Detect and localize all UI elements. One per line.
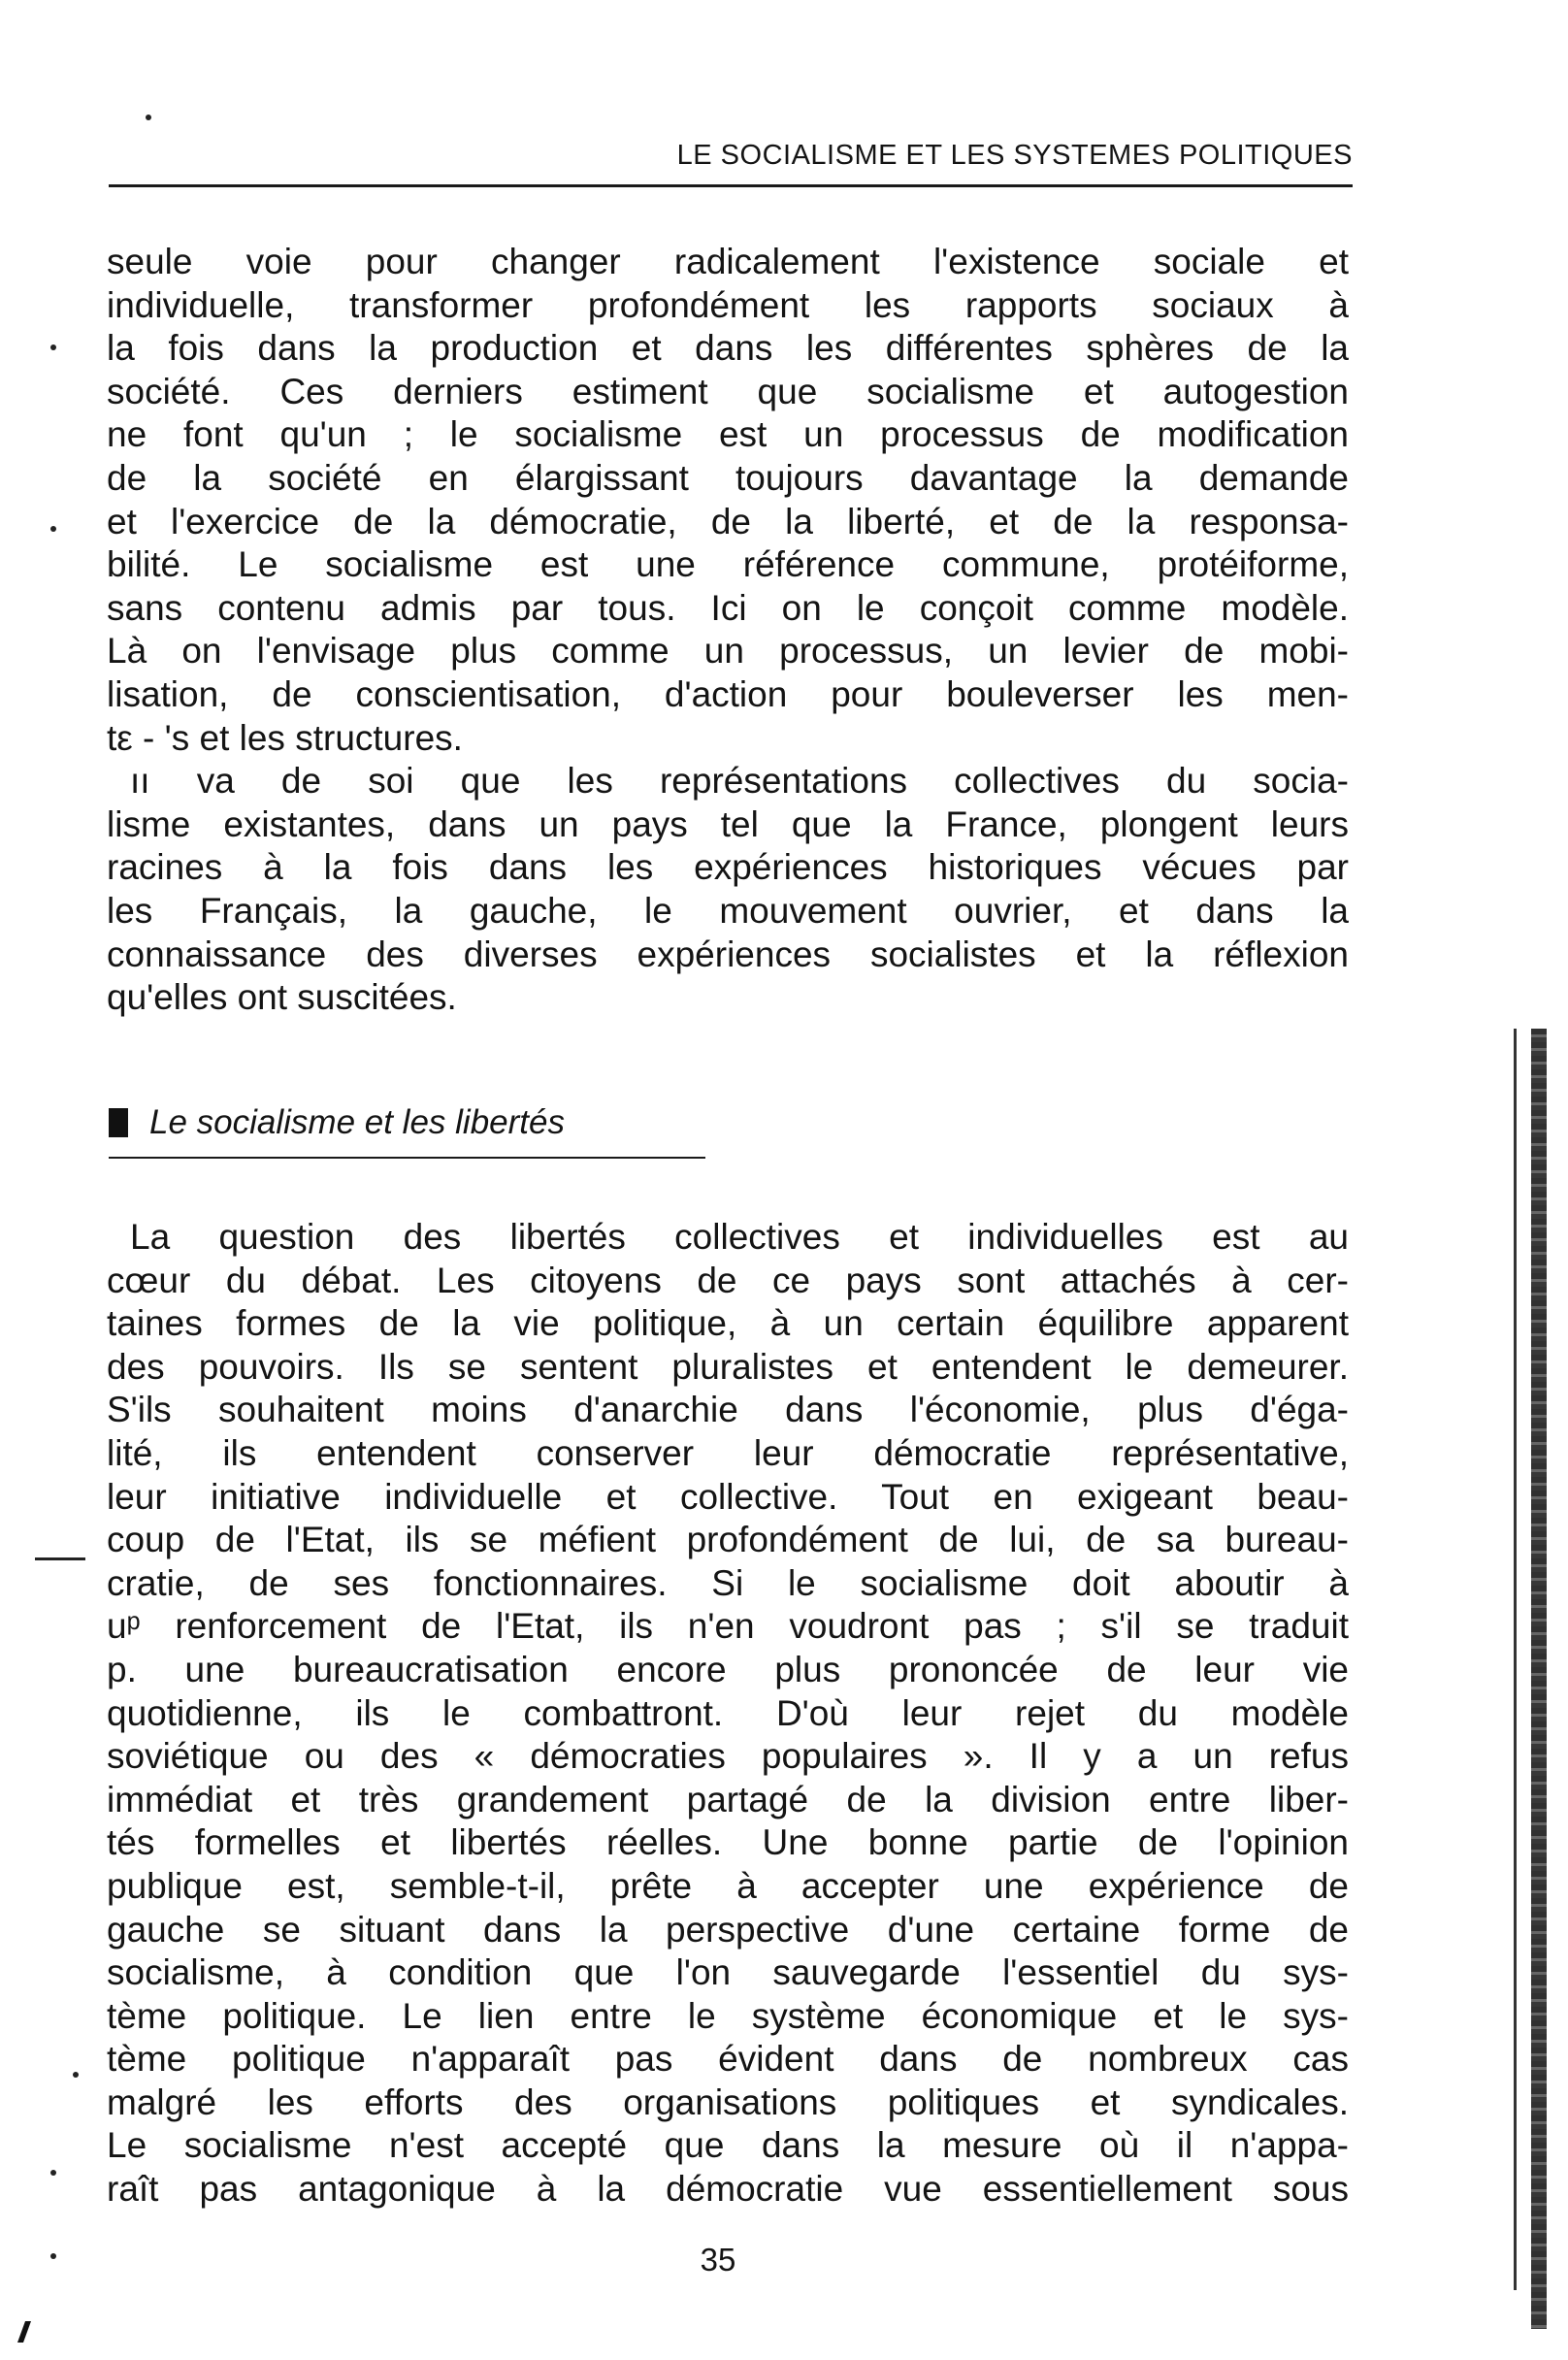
text-line: société. Ces derniers estiment que socialisme et autogestion (107, 371, 1349, 411)
text-line: immédiat et très grandement partagé de la division entre liber- (107, 1779, 1349, 1819)
text-line: raît pas antagonique à la démocratie vue essentiellement sous (107, 2169, 1349, 2210)
text-line: cratie, de ses fonctionnaires. Si le socialisme doit aboutir à (107, 1562, 1349, 1603)
text-line: ne font qu'un ; le socialisme est un processus de modification (107, 414, 1349, 455)
text-line: qu'elles ont suscitées. (107, 977, 457, 1018)
text-line: publique est, semble-t-il, prête à accepter une expérience de (107, 1865, 1349, 1906)
text-line: connaissance des diverses expériences socialistes et la réflexion (107, 934, 1349, 974)
margin-mark (35, 1557, 85, 1560)
text-line: soviétique ou des « démocraties populaires ». Il y a un refus (107, 1736, 1349, 1777)
text-line: individuelle, transformer profondément les rapports sociaux à (107, 284, 1349, 325)
scan-speck (50, 2170, 56, 2176)
text-line: racines à la fois dans les expériences historiques vécues par (107, 847, 1349, 888)
heading-rule (109, 1157, 705, 1159)
text-line: seule voie pour changer radicalement l'existence sociale et (107, 242, 1349, 281)
text-line: leur initiative individuelle et collective. Tout en exigeant beau- (107, 1476, 1349, 1517)
text-line: bilité. Le socialisme est une référence commune, protéiforme, (107, 544, 1349, 585)
section-heading (109, 1101, 565, 1144)
text-line: des pouvoirs. Ils se sentent pluralistes et entendent le demeurer. (107, 1346, 1349, 1387)
header-rule (109, 184, 1353, 187)
text-block-1 (107, 241, 1349, 1020)
page-edge-shadow (1514, 1029, 1517, 2290)
scan-speck (146, 115, 151, 120)
text-line: quotidienne, ils le combattront. D'où leur rejet du modèle (107, 1692, 1349, 1733)
text-line: p. une bureaucratisation encore plus prononcée de leur vie (107, 1649, 1349, 1689)
margin-mark (17, 2321, 31, 2343)
text-line: tés formelles et libertés réelles. Une bonne partie de l'opinion (107, 1822, 1349, 1863)
text-line: tème politique n'apparaît pas évident dans de nombreux cas (107, 2039, 1349, 2080)
text-line: lisme existantes, dans un pays tel que la France, plongent leurs (107, 803, 1349, 844)
page-edge-shadow (1531, 1029, 1547, 2329)
text-line: lisation, de conscientisation, d'action pour bouleverser les men- (107, 673, 1349, 714)
page-number: 35 (700, 2242, 736, 2278)
text-line: malgré les efforts des organisations politiques et syndicales. (107, 2081, 1349, 2122)
text-line: de la société en élargissant toujours davantage la demande (107, 457, 1349, 498)
text-line: socialisme, à condition que l'on sauvegarde l'essentiel du sys- (107, 1952, 1349, 1993)
text-line: les Français, la gauche, le mouvement ouvrier, et dans la (107, 890, 1349, 931)
scan-speck (73, 2072, 79, 2078)
text-line: gauche se situant dans la perspective d'une certaine forme de (107, 1909, 1349, 1950)
text-line: tε - 's et les structures. (107, 717, 463, 758)
section-heading-text: Le socialisme et les libertés (149, 1103, 565, 1141)
scan-speck (50, 344, 56, 350)
text-line: taines formes de la vie politique, à un certain équilibre apparent (107, 1303, 1349, 1344)
text-line: cœur du débat. Les citoyens de ce pays sont attachés à cer- (107, 1260, 1349, 1300)
text-line: tème politique. Le lien entre le système économique et le sys- (107, 1995, 1349, 2036)
text-line: coup de l'Etat, ils se méfient profondément de lui, de sa bureau- (107, 1520, 1349, 1560)
text-line: Le socialisme n'est accepté que dans la mesure où il n'appa- (107, 2125, 1349, 2166)
text-line: uᵖ renforcement de l'Etat, ils n'en voudront pas ; s'il se traduit (107, 1606, 1349, 1647)
text-line: lité, ils entendent conserver leur démocratie représentative, (107, 1432, 1349, 1473)
scan-speck (50, 2253, 56, 2259)
text-line: Là on l'envisage plus comme un processus, un levier de mobi- (107, 631, 1349, 672)
text-line: ıı va de soi que les représentations collectives du socia- (130, 761, 1349, 802)
running-head: LE SOCIALISME ET LES SYSTEMES POLITIQUES (676, 140, 1353, 171)
text-line: sans contenu admis par tous. Ici on le conçoit comme modèle. (107, 587, 1349, 628)
square-bullet-icon (109, 1108, 128, 1137)
text-line: la fois dans la production et dans les différentes sphères de la (107, 328, 1349, 369)
text-line: La question des libertés collectives et individuelles est au (130, 1217, 1349, 1257)
text-line: S'ils souhaitent moins d'anarchie dans l'économie, plus d'éga- (107, 1390, 1349, 1430)
text-block-2 (107, 1216, 1349, 2212)
scan-speck (50, 526, 56, 532)
text-line: et l'exercice de la démocratie, de la liberté, et de la responsa- (107, 501, 1349, 541)
